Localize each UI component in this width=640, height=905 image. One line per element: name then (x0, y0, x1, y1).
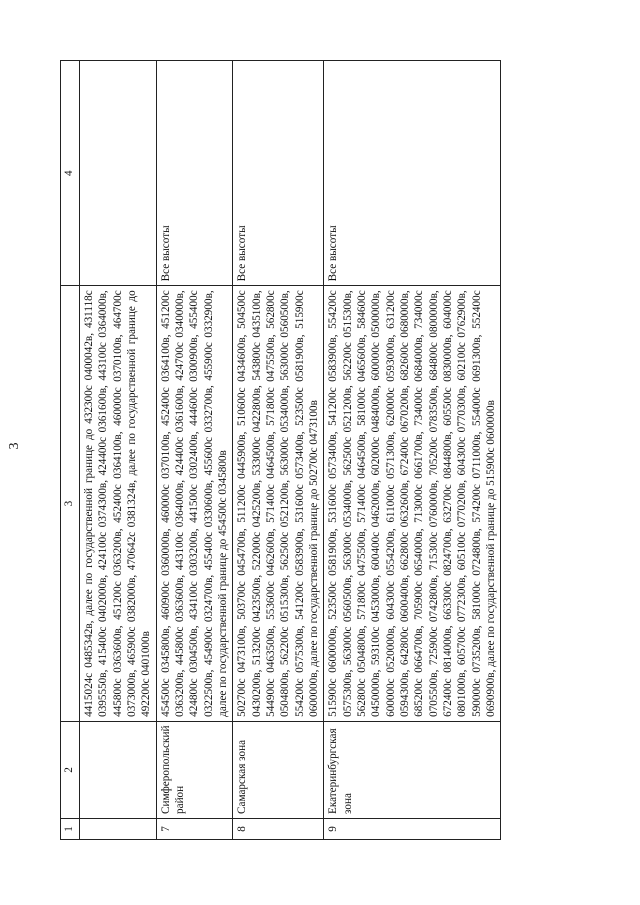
zone-name: Симферопольский район (156, 721, 233, 818)
table-row (156, 61, 233, 840)
zone-name (80, 721, 157, 818)
rotated-page-content (60, 60, 588, 840)
row-number (80, 818, 157, 839)
zone-heights: Все высоты (324, 61, 501, 286)
table-row (80, 61, 157, 840)
zone-coordinates: 4415024с 0485342в, далее по государственной границе до 432300с 0400042в, 431118с 0395550в, 415400с 0402000в, 424100с 0374300в, 424400с 0361600в, 443100с 0364000в, 445800с 0363600в, 451200с 0363200в, 452400с 0364100в, 460000с 0370100в, 464700с 0373000в, 465900с 0382000в, 470642с 0381324в, далее по государственной границе до 492200с 0401000в (80, 286, 157, 722)
header-col-2: 2 (61, 721, 80, 818)
zone-name: Екатеринбургская зона (324, 721, 501, 818)
zone-heights: Все высоты (233, 61, 324, 286)
header-col-4: 4 (61, 61, 80, 286)
row-number: 7 (156, 818, 233, 839)
zone-heights: Все высоты (156, 61, 233, 286)
airspace-table (60, 60, 501, 840)
header-col-1: 1 (61, 818, 80, 839)
header-col-3: 3 (61, 286, 80, 722)
zone-coordinates: 502700с 0473100в, 503700с 0454700в, 511200с 0445900в, 510600с 0434600в, 504500с 0430200в, 513200с 0423500в, 522000с 0425200в, 533000с 0422800в, 543800с 0435100в, 544900с 0463500в, 553600с 0462600в, 571400с 0464500в, 571800с 0475500в, 562800с 0504800в, 562200с 0515300в, 562500с 0521200в, 563000с 0534000в, 563000с 0560500в, 554200с 0575300в, 541200с 0583900в, 531600с 0573400в, 523500с 0581900в, 515900с 0600000в, далее по государственной границе до 502700с 0473100в (233, 286, 324, 722)
table-row (233, 61, 324, 840)
page-number: 3 (7, 442, 22, 450)
row-number: 9 (324, 818, 501, 839)
table-row (324, 61, 501, 840)
row-number: 8 (233, 818, 324, 839)
zone-name: Самарская зона (233, 721, 324, 818)
zone-coordinates: 454500с 0345800в, 460900с 0360000в, 460000с 0370100в, 452400с 0364100в, 451200с 0363200в, 445800с 0363600в, 443100с 0364000в, 424400с 0361600в, 424700с 0340000в, 424800с 0304500в, 434100с 0303200в, 441500с 0302400в, 444600с 0300900в, 455400с 0322500в, 454900с 0324700в, 455400с 0330600в, 455600с 0332700в, 455900с 0332900в, далее по государственной границе до 454500с 0345800в (156, 286, 233, 722)
zone-heights (80, 61, 157, 286)
zone-coordinates: 515900с 0600000в, 523500с 0581900в, 531600с 0573400в, 541200с 0583900в, 554200с 0575300в, 563000с 0560500в, 563000с 0534000в, 562500с 0521200в, 562200с 0515300в, 562800с 0504800в, 571800с 0475500в, 571400с 0464500в, 581000с 0465600в, 584600с 0450000в, 593100с 0453000в, 600400с 0462000в, 602000с 0484000в, 600000с 0500000в, 600000с 0520000в, 604300с 0554200в, 611000с 0571300в, 620000с 0593000в, 631200с 0594300в, 642800с 0600400в, 662800с 0632600в, 672400с 0670200в, 682600с 0680000в, 685200с 0664700в, 705900с 0654000в, 713000с 0661700в, 734000с 0684000в, 734000с 0705500в, 725900с 0742800в, 715300с 0760000в, 705200с 0783500в, 684800с 0800000в, 672400с 0814000в, 663300с 0824700в, 632700с 0844800в, 605500с 0830000в, 604000с 0801000в, 605700с 0772300в, 605100с 0770200в, 604300с 0770300в, 602100с 0762900в, 590000с 0735200в, 581000с 0724800в, 574200с 0711000в, 554000с 0691300в, 552400с 0690900в, далее по государственной границе до 515900с 0600000в (324, 286, 501, 722)
table-header-row (61, 61, 80, 840)
